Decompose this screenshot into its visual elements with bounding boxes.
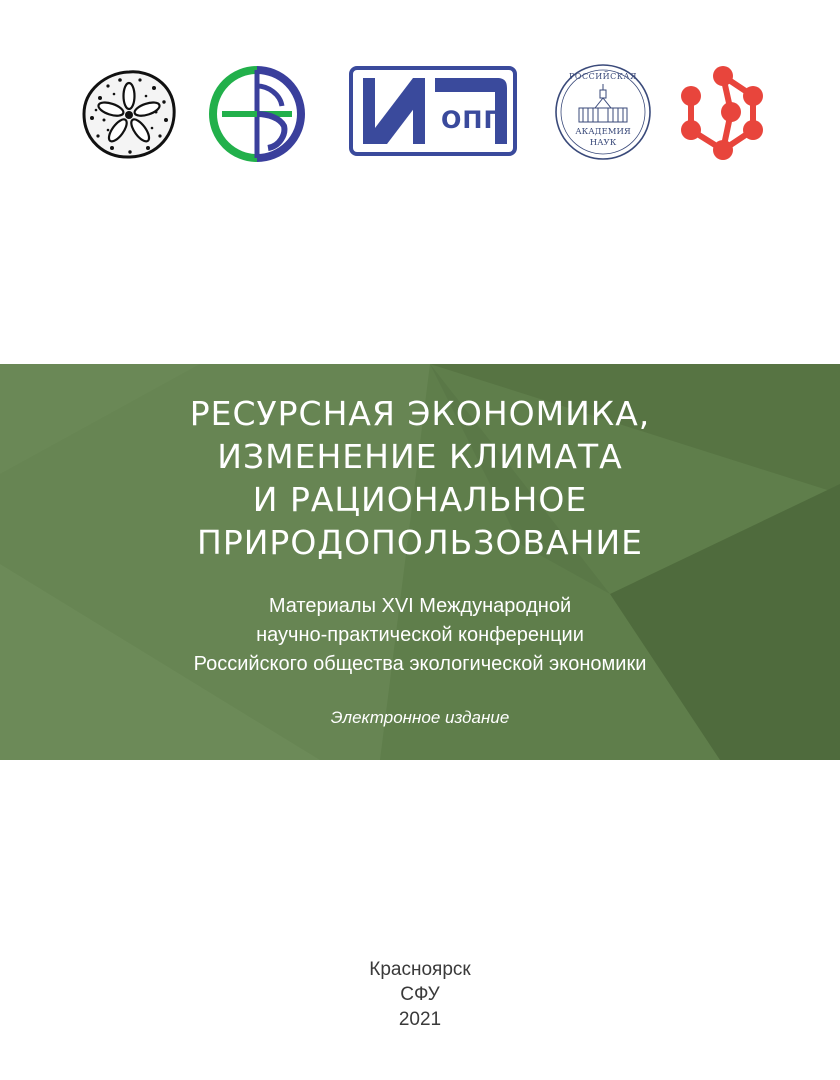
subtitle-line: Российского общества экологической экономики <box>193 653 647 675</box>
academy-bottom-line2: НАУК <box>589 138 617 148</box>
title-line: ПРИРОДОПОЛЬЗОВАНИЕ <box>197 523 643 562</box>
network-nodes-logo-icon <box>677 64 769 162</box>
sand-dollar-logo-icon <box>80 68 178 160</box>
edition-label: Электронное издание <box>330 708 510 727</box>
imprint-city: Красноярск <box>369 959 471 980</box>
iopp-text: ОПП <box>441 106 505 134</box>
title-line: И РАЦИОНАЛЬНОЕ <box>252 480 588 519</box>
imprint-year: 2021 <box>398 1009 442 1030</box>
subtitle-line: научно-практической конференции <box>256 624 584 646</box>
academy-top-text: РОССИЙСКАЯ <box>569 72 637 81</box>
academy-seal <box>553 62 653 162</box>
book-title <box>0 392 840 564</box>
imprint <box>0 957 840 1032</box>
subtitle-line: Материалы XVI Международной <box>268 595 572 617</box>
title-line: РЕСУРСНАЯ ЭКОНОМИКА, <box>189 394 651 433</box>
logo-row <box>0 60 840 170</box>
imprint-publisher: СФУ <box>400 984 440 1005</box>
iopp-logo <box>349 66 517 156</box>
title-line: ИЗМЕНЕНИЕ КЛИМАТА <box>217 437 623 476</box>
eco-economics-logo-icon <box>208 64 306 164</box>
academy-bottom-line1: АКАДЕМИЯ <box>575 127 631 137</box>
book-subtitle <box>0 592 840 679</box>
